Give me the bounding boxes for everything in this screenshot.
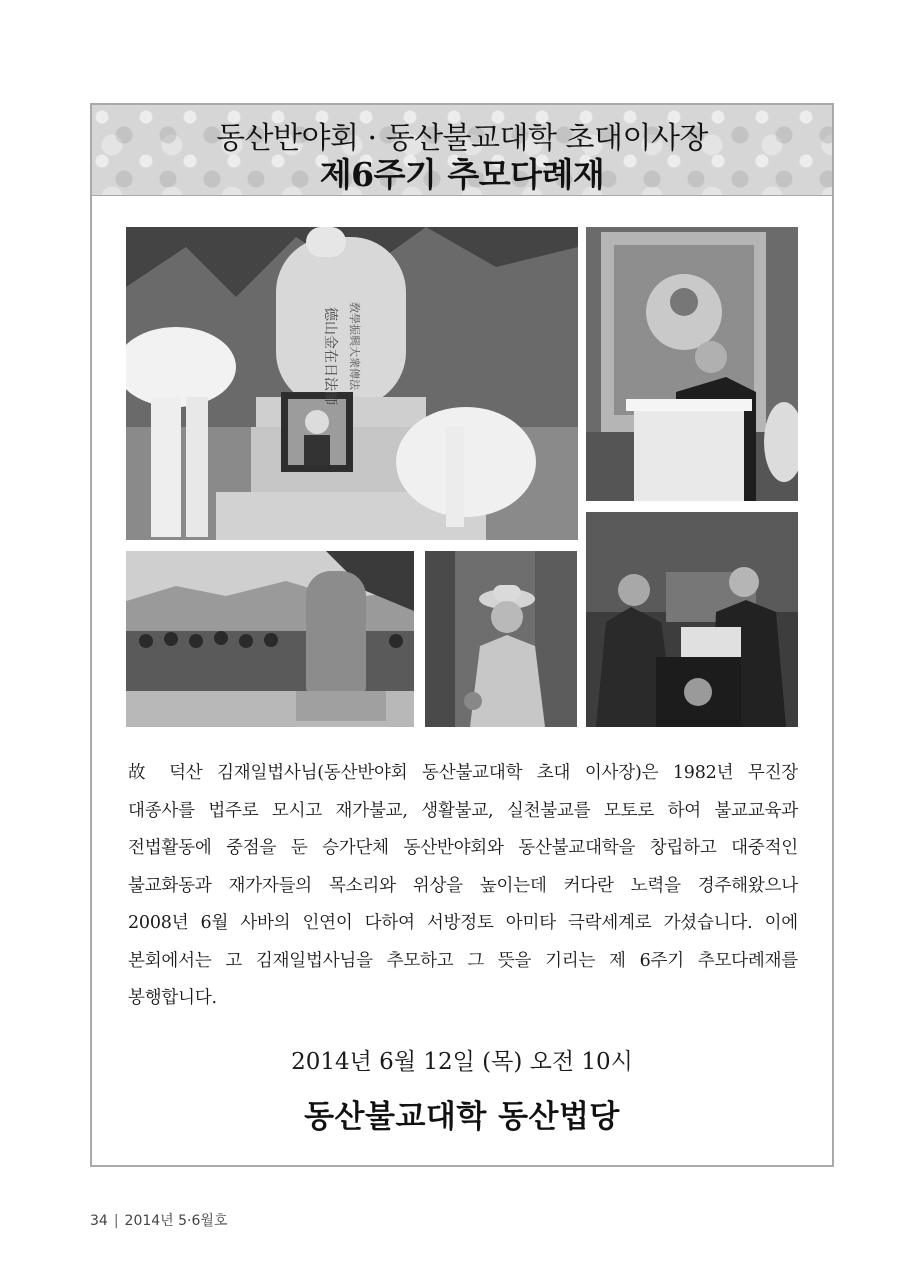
page-footer [90, 1210, 227, 1230]
body-line: 봉행합니다. [128, 988, 217, 1008]
article-header [92, 105, 832, 196]
body-line: 故 덕산 김재일법사님(동산반야회 동산불교대학 초대 이사장)은 1982년 무진장 [128, 763, 798, 783]
article-title-line2: 제6주기 추모다례재 [319, 155, 605, 194]
body-line: 대종사를 법주로 모시고 재가불교, 생활불교, 실천불교를 모토로 하여 불교교육과 [128, 800, 798, 821]
body-line: 전법활동에 중점을 둔 승가단체 동산반야회와 동산불교대학을 창립하고 대중적인 [128, 838, 798, 858]
photo-award-handshake [586, 512, 798, 727]
photo-monk-hat [425, 551, 577, 727]
page-number: 34 [90, 1213, 108, 1229]
body-line: 불교화동과 재가자들의 목소리와 위상을 높이는데 커다란 노력을 경주해왔으나 [128, 875, 798, 896]
body-line: 본회에서는 고 김재일법사님을 추모하고 그 뜻을 기리는 제 6주기 추모다례재를 [128, 950, 798, 971]
svg-text:德山金在日法師: 德山金在日法師 [322, 307, 338, 405]
photo-podium-speaker [586, 227, 798, 501]
photo-crowd-stupa [126, 551, 414, 727]
photo-memorial-stupa [126, 227, 578, 540]
body-line: 2008년 6월 사바의 인연이 다하여 서방정토 아미타 극락세계로 가셨습니다. 이에 [128, 913, 798, 933]
footer-separator: | [113, 1213, 119, 1229]
article-title-line1: 동산반야회 · 동산불교대학 초대이사장 [216, 121, 708, 156]
issue-label: 2014년 5·6월호 [124, 1213, 228, 1229]
event-place: 동산불교대학 동산법당 [304, 1099, 620, 1135]
event-datetime: 2014년 6월 12일 (목) 오전 10시 [291, 1049, 633, 1075]
svg-text:敎學振興大衆傳法: 敎學振興大衆傳法 [348, 302, 361, 390]
article-body [128, 755, 798, 1018]
